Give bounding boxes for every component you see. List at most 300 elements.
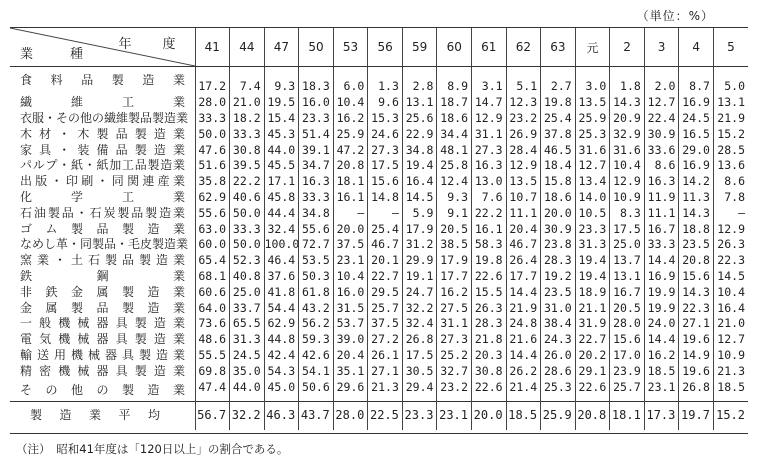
value-cell: 10.9 — [713, 348, 748, 364]
value-cell: 2.0 — [644, 67, 679, 95]
industry-name: 食料品製造業 — [20, 73, 185, 88]
value-cell: 34.4 — [437, 126, 472, 142]
value-cell: 46.5 — [541, 142, 576, 158]
value-cell: 60.0 — [195, 237, 230, 253]
value-cell: 17.7 — [437, 269, 472, 285]
value-cell: 21.3 — [713, 363, 748, 379]
value-cell: 15.8 — [541, 174, 576, 190]
value-cell: 15.6 — [679, 269, 714, 285]
value-cell: 26.3 — [472, 300, 507, 316]
value-cell: 12.7 — [713, 332, 748, 348]
value-cell: 31.3 — [230, 332, 265, 348]
value-cell: 8.6 — [713, 174, 748, 190]
value-cell: 43.7 — [299, 401, 334, 430]
value-cell: 16.3 — [644, 174, 679, 190]
value-cell: 19.5 — [264, 95, 299, 111]
value-cell: 42.4 — [264, 348, 299, 364]
value-cell: 16.3 — [299, 174, 334, 190]
value-cell: 31.1 — [472, 126, 507, 142]
value-cell: 18.1 — [333, 174, 368, 190]
value-cell: 19.4 — [575, 253, 610, 269]
value-cell: 45.8 — [264, 190, 299, 206]
value-cell: 19.6 — [679, 332, 714, 348]
value-cell: 13.7 — [610, 253, 645, 269]
value-cell: 18.5 — [644, 363, 679, 379]
value-cell: 23.3 — [402, 401, 437, 430]
value-cell: 22.2 — [230, 174, 265, 190]
value-cell: 14.4 — [506, 284, 541, 300]
value-cell: 27.3 — [437, 332, 472, 348]
value-cell: 27.1 — [368, 363, 403, 379]
value-cell: 42.6 — [299, 348, 334, 364]
table-row — [10, 269, 748, 285]
industry-cell — [10, 205, 195, 221]
value-cell: 2.8 — [402, 67, 437, 95]
value-cell: 15.2 — [713, 126, 748, 142]
value-cell: 25.0 — [230, 284, 265, 300]
value-cell: 14.3 — [679, 284, 714, 300]
value-cell: 41.8 — [264, 284, 299, 300]
value-cell: 15.2 — [713, 401, 748, 430]
value-cell: 13.4 — [575, 174, 610, 190]
value-cell: 25.8 — [437, 158, 472, 174]
value-cell: 18.9 — [575, 284, 610, 300]
value-cell: 8.3 — [610, 205, 645, 221]
value-cell: 28.5 — [713, 142, 748, 158]
industry-cell — [10, 142, 195, 158]
value-cell: 18.7 — [437, 95, 472, 111]
value-cell: 21.8 — [472, 332, 507, 348]
value-cell: 28.0 — [195, 95, 230, 111]
value-cell: 27.3 — [472, 142, 507, 158]
value-cell: 30.8 — [230, 142, 265, 158]
value-cell: 8.9 — [437, 67, 472, 95]
industry-name: なめし革・同製品・毛皮製造業 — [20, 237, 189, 252]
value-cell: 33.6 — [644, 142, 679, 158]
value-cell: 22.7 — [368, 269, 403, 285]
year-header: 61 — [472, 28, 507, 67]
value-cell: 13.1 — [610, 269, 645, 285]
value-cell: 19.4 — [575, 269, 610, 285]
value-cell: 38.5 — [437, 237, 472, 253]
value-cell: 55.5 — [195, 348, 230, 364]
value-cell: 33.3 — [230, 126, 265, 142]
value-cell: 20.5 — [610, 300, 645, 316]
industry-cell — [10, 111, 195, 127]
value-cell: 25.9 — [575, 111, 610, 127]
value-cell: 2.7 — [541, 67, 576, 95]
value-cell: 30.9 — [644, 126, 679, 142]
value-cell: 5.9 — [402, 205, 437, 221]
data-table — [10, 27, 748, 434]
value-cell: 22.4 — [644, 111, 679, 127]
industry-cell — [10, 95, 195, 111]
value-cell: 14.3 — [679, 205, 714, 221]
value-cell: 7.8 — [713, 190, 748, 206]
value-cell: 40.6 — [230, 190, 265, 206]
value-cell: 14.5 — [402, 190, 437, 206]
table-row — [10, 190, 748, 206]
value-cell: 25.4 — [368, 221, 403, 237]
value-cell: 25.7 — [368, 300, 403, 316]
value-cell: 16.7 — [644, 221, 679, 237]
value-cell: 20.8 — [333, 158, 368, 174]
value-cell: 20.1 — [368, 253, 403, 269]
value-cell: 48.1 — [437, 142, 472, 158]
value-cell: 24.6 — [368, 126, 403, 142]
average-row — [10, 401, 748, 430]
value-cell: 23.9 — [610, 363, 645, 379]
value-cell: 31.5 — [333, 300, 368, 316]
value-cell: 54.3 — [264, 363, 299, 379]
value-cell: 19.2 — [541, 269, 576, 285]
value-cell: 48.6 — [195, 332, 230, 348]
value-cell: 16.0 — [333, 284, 368, 300]
value-cell: 21.9 — [506, 300, 541, 316]
value-cell: 73.6 — [195, 316, 230, 332]
industry-name: パルプ・紙・紙加工品製造業 — [20, 158, 185, 173]
value-cell: 46.4 — [264, 253, 299, 269]
industry-name: 木材・木製品製造業 — [20, 126, 185, 141]
value-cell: 11.9 — [644, 190, 679, 206]
value-cell: 37.6 — [264, 269, 299, 285]
year-header: 60 — [437, 28, 472, 67]
value-cell: 12.9 — [610, 174, 645, 190]
value-cell: 59.3 — [299, 332, 334, 348]
year-header: 5 — [713, 28, 748, 67]
value-cell: 23.1 — [644, 379, 679, 401]
industry-name: 衣服・その他の繊維製品製造業 — [20, 110, 189, 125]
value-cell: 7.6 — [472, 190, 507, 206]
year-header: 59 — [402, 28, 437, 67]
value-cell: 63.0 — [195, 221, 230, 237]
value-cell: 6.0 — [333, 67, 368, 95]
industry-cell — [10, 269, 195, 285]
value-cell: 29.0 — [679, 142, 714, 158]
industry-name: 石油製品・石炭製品製造業 — [20, 205, 185, 220]
value-cell: 9.3 — [437, 190, 472, 206]
value-cell: 47.2 — [333, 142, 368, 158]
value-cell: 18.6 — [541, 190, 576, 206]
value-cell: 16.3 — [472, 158, 507, 174]
value-cell: 43.2 — [299, 300, 334, 316]
value-cell: 26.9 — [506, 126, 541, 142]
value-cell: — — [713, 205, 748, 221]
value-cell: 8.7 — [679, 67, 714, 95]
industry-name: 精密機械器具製造業 — [20, 363, 185, 378]
value-cell: 12.9 — [713, 221, 748, 237]
value-cell: 19.8 — [472, 253, 507, 269]
value-cell: 30.5 — [402, 363, 437, 379]
value-cell: 18.2 — [230, 111, 265, 127]
value-cell: 19.8 — [541, 95, 576, 111]
value-cell: 39.0 — [333, 332, 368, 348]
value-cell: 22.6 — [472, 269, 507, 285]
value-cell: 19.9 — [644, 284, 679, 300]
value-cell: 19.9 — [644, 300, 679, 316]
value-cell: 32.2 — [402, 300, 437, 316]
value-cell: 58.3 — [472, 237, 507, 253]
value-cell: 31.6 — [575, 142, 610, 158]
value-cell: 100.0 — [264, 237, 300, 252]
table-row — [10, 284, 748, 300]
value-cell: 18.3 — [299, 67, 334, 95]
value-cell: 3.0 — [575, 67, 610, 95]
value-cell: 13.6 — [713, 158, 748, 174]
value-cell: 11.3 — [679, 190, 714, 206]
industry-header-label: 業 種 — [20, 47, 96, 62]
value-cell: 45.3 — [264, 126, 299, 142]
value-cell: 23.5 — [679, 237, 714, 253]
value-cell: 20.2 — [575, 348, 610, 364]
table-row — [10, 237, 748, 253]
table-row — [10, 205, 748, 221]
table-row — [10, 348, 748, 364]
value-cell: 54.4 — [264, 300, 299, 316]
value-cell: 1.3 — [368, 67, 403, 95]
value-cell: 15.4 — [264, 111, 299, 127]
table-body — [10, 67, 748, 430]
value-cell: 9.3 — [264, 67, 299, 95]
value-cell: 14.5 — [713, 269, 748, 285]
value-cell: 32.7 — [437, 363, 472, 379]
industry-cell — [10, 237, 195, 253]
year-header: 47 — [264, 28, 299, 67]
value-cell: 16.0 — [299, 95, 334, 111]
value-cell: 13.5 — [506, 174, 541, 190]
value-cell: 21.3 — [368, 379, 403, 401]
industry-cell — [10, 190, 195, 206]
value-cell: 5.1 — [506, 67, 541, 95]
value-cell: 51.4 — [299, 126, 334, 142]
value-cell: 10.4 — [333, 95, 368, 111]
value-cell: 23.2 — [506, 111, 541, 127]
table-row — [10, 67, 748, 95]
value-cell: 19.4 — [402, 158, 437, 174]
table-row — [10, 95, 748, 111]
value-cell: 31.9 — [575, 316, 610, 332]
value-cell: 1.8 — [610, 67, 645, 95]
year-header: 4 — [679, 28, 714, 67]
value-cell: 69.8 — [195, 363, 230, 379]
industry-name: 製造業平均 — [30, 408, 160, 423]
value-cell: 28.6 — [541, 363, 576, 379]
value-cell: 46.3 — [264, 401, 299, 430]
value-cell: 25.0 — [610, 237, 645, 253]
value-cell: 16.1 — [333, 190, 368, 206]
value-cell: 14.9 — [679, 348, 714, 364]
industry-name: 電気機械器具製造業 — [20, 332, 185, 347]
value-cell: 25.3 — [575, 126, 610, 142]
value-cell: 26.8 — [679, 379, 714, 401]
industry-name: 一般機械器具製造業 — [20, 316, 185, 331]
value-cell: 16.9 — [679, 158, 714, 174]
value-cell: 20.8 — [575, 401, 610, 430]
year-header-label: 年 度 — [118, 37, 185, 52]
industry-cell — [10, 126, 195, 142]
value-cell: 17.3 — [644, 401, 679, 430]
value-cell: 46.7 — [368, 237, 403, 253]
value-cell: 13.1 — [713, 95, 748, 111]
value-cell: 22.6 — [472, 379, 507, 401]
industry-name: 非鉄金属製造業 — [20, 284, 185, 299]
table-row — [10, 300, 748, 316]
value-cell: 53.5 — [299, 253, 334, 269]
year-header: 41 — [195, 28, 230, 67]
value-cell: 28.0 — [610, 316, 645, 332]
value-cell: 56.2 — [299, 316, 334, 332]
value-cell: 23.3 — [575, 221, 610, 237]
value-cell: 14.8 — [368, 190, 403, 206]
value-cell: 72.7 — [299, 237, 334, 253]
industry-cell — [10, 332, 195, 348]
value-cell: 28.3 — [472, 316, 507, 332]
value-cell: 18.6 — [437, 111, 472, 127]
industry-name: 出版・印刷・同関連産業 — [20, 174, 185, 189]
value-cell: 24.5 — [679, 111, 714, 127]
value-cell: 29.1 — [575, 363, 610, 379]
value-cell: 37.5 — [368, 316, 403, 332]
industry-cell — [10, 158, 195, 174]
value-cell: 25.4 — [541, 111, 576, 127]
industry-cell — [10, 379, 195, 401]
value-cell: 14.2 — [679, 174, 714, 190]
value-cell: 37.5 — [333, 237, 368, 253]
value-cell: 16.2 — [437, 284, 472, 300]
value-cell: 20.5 — [437, 221, 472, 237]
value-cell: 29.9 — [402, 253, 437, 269]
value-cell: 7.4 — [230, 67, 265, 95]
value-cell: 20.4 — [506, 221, 541, 237]
value-cell: 51.6 — [195, 158, 230, 174]
year-header: 2 — [610, 28, 645, 67]
value-cell: 18.8 — [679, 221, 714, 237]
value-cell: 29.6 — [333, 379, 368, 401]
value-cell: 16.5 — [679, 126, 714, 142]
table-row — [10, 174, 748, 190]
value-cell: 33.3 — [230, 221, 265, 237]
value-cell: 31.1 — [437, 316, 472, 332]
value-cell: 21.0 — [713, 316, 748, 332]
value-cell: 53.7 — [333, 316, 368, 332]
value-cell: 33.3 — [195, 111, 230, 127]
value-cell: 25.2 — [437, 348, 472, 364]
table-row — [10, 126, 748, 142]
value-cell: 22.2 — [472, 205, 507, 221]
value-cell: 62.9 — [195, 190, 230, 206]
value-cell: 31.0 — [541, 300, 576, 316]
value-cell: 27.1 — [679, 316, 714, 332]
year-header: 56 — [368, 28, 403, 67]
value-cell: 55.6 — [299, 221, 334, 237]
value-cell: 17.9 — [437, 253, 472, 269]
value-cell: 29.5 — [368, 284, 403, 300]
value-cell: 52.3 — [230, 253, 265, 269]
value-cell: 46.7 — [506, 237, 541, 253]
value-cell: 14.4 — [644, 332, 679, 348]
value-cell: 28.4 — [506, 142, 541, 158]
value-cell: 26.4 — [506, 253, 541, 269]
value-cell: 23.5 — [541, 284, 576, 300]
value-cell: 34.8 — [402, 142, 437, 158]
value-cell: 21.9 — [713, 111, 748, 127]
value-cell: 16.9 — [644, 269, 679, 285]
value-cell: 22.9 — [402, 126, 437, 142]
table-row — [10, 316, 748, 332]
value-cell: 20.0 — [541, 205, 576, 221]
value-cell: 20.9 — [610, 111, 645, 127]
value-cell: 61.8 — [299, 284, 334, 300]
value-cell: 25.3 — [541, 379, 576, 401]
value-cell: 22.3 — [679, 300, 714, 316]
value-cell: 22.7 — [575, 332, 610, 348]
value-cell: 19.1 — [402, 269, 437, 285]
value-cell: 17.2 — [195, 67, 230, 95]
value-cell: 12.9 — [472, 111, 507, 127]
value-cell: 16.4 — [402, 174, 437, 190]
value-cell: 10.4 — [713, 284, 748, 300]
value-cell: 44.0 — [230, 379, 265, 401]
value-cell: 19.7 — [679, 401, 714, 430]
year-header: 62 — [506, 28, 541, 67]
industry-cell — [10, 284, 195, 300]
value-cell: 14.0 — [575, 190, 610, 206]
value-cell: 37.8 — [541, 126, 576, 142]
value-cell: 12.7 — [644, 95, 679, 111]
value-cell: 10.4 — [610, 158, 645, 174]
year-header: 元 — [575, 28, 610, 67]
value-cell: 13.0 — [472, 174, 507, 190]
industry-cell — [10, 363, 195, 379]
value-cell: 50.0 — [230, 237, 265, 253]
value-cell: 15.6 — [368, 174, 403, 190]
value-cell: 56.7 — [195, 401, 230, 430]
value-cell: 33.7 — [230, 300, 265, 316]
value-cell: 14.4 — [506, 348, 541, 364]
unit-label: （単位：%） — [636, 9, 714, 23]
industry-cell — [10, 401, 195, 430]
value-cell: 50.3 — [299, 269, 334, 285]
footnote: （注） 昭和41年度は「120日以上」の割合である。 — [16, 442, 289, 456]
value-cell: 18.5 — [506, 401, 541, 430]
value-cell: 24.0 — [644, 316, 679, 332]
value-cell: 12.9 — [506, 158, 541, 174]
value-cell: 15.5 — [472, 284, 507, 300]
value-cell: 9.6 — [368, 95, 403, 111]
value-cell: 25.7 — [610, 379, 645, 401]
value-cell: 18.1 — [610, 401, 645, 430]
value-cell: 35.1 — [333, 363, 368, 379]
value-cell: 10.9 — [610, 190, 645, 206]
value-cell: 18.5 — [713, 379, 748, 401]
value-cell: 10.5 — [575, 205, 610, 221]
value-cell: 25.9 — [541, 401, 576, 430]
value-cell: 26.3 — [713, 237, 748, 253]
value-cell: 26.8 — [402, 332, 437, 348]
value-cell: 27.3 — [368, 142, 403, 158]
value-cell: 25.6 — [402, 111, 437, 127]
value-cell: 23.8 — [541, 237, 576, 253]
value-cell: 24.3 — [541, 332, 576, 348]
industry-name: 金属製品製造業 — [20, 300, 185, 315]
value-cell: 20.0 — [333, 221, 368, 237]
value-cell: 12.7 — [575, 158, 610, 174]
industry-cell — [10, 348, 195, 364]
value-cell: 29.4 — [402, 379, 437, 401]
value-cell: 14.3 — [610, 95, 645, 111]
value-cell: 26.2 — [506, 363, 541, 379]
year-header: 63 — [541, 28, 576, 67]
